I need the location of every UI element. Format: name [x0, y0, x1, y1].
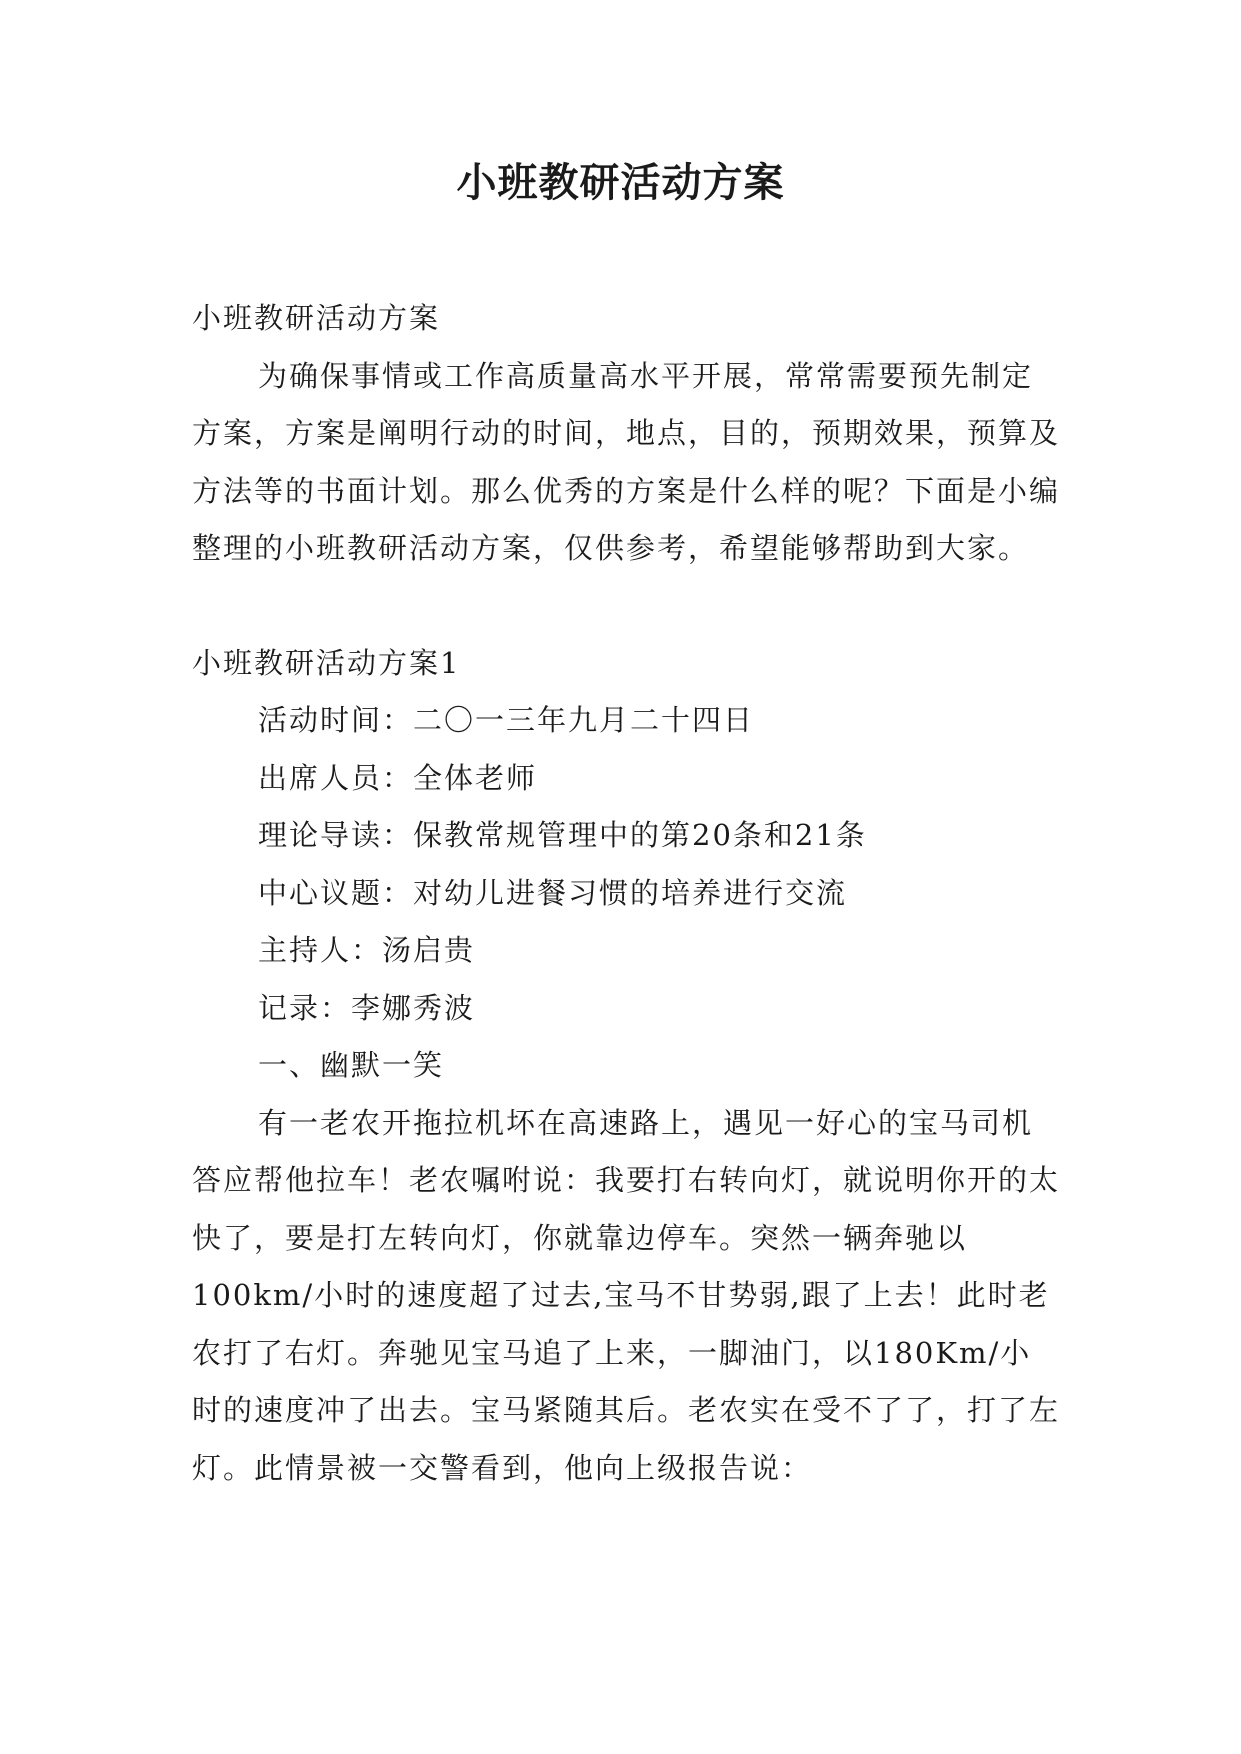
story-paragraph: 有一老农开拖拉机坏在高速路上，遇见一好心的宝马司机答应帮他拉车！老农嘱咐说：我要打右转向灯，就说明你开的太快了，要是打左转向灯，你就靠边停车。突然一辆奔驰以100km/小时的速度超了过去,宝马不甘势弱,跟了上去！此时老农打了右灯。奔驰见宝马追了上来，一脚油门，以180Km/小时的速度冲了出去。宝马紧随其后。老农实在受不了了，打了左灯。此情景被一交警看到，他向上级报告说： [192, 1105, 1061, 1485]
document-title: 小班教研活动方案 [456, 159, 785, 206]
detail-central-topic: 中心议题：对幼儿进餐习惯的培养进行交流 [258, 875, 848, 910]
intro-paragraph: 为确保事情或工作高质量高水平开展，常常需要预先制定方案，方案是阐明行动的时间，地点，目的，预期效果，预算及方法等的书面计划。那么优秀的方案是什么样的呢？下面是小编整理的小班教研活动方案，仅供参考，希望能够帮助到大家。 [192, 358, 1061, 565]
paragraph-spacer [192, 578, 1062, 635]
detail-attendees: 出席人员：全体老师 [258, 760, 538, 795]
detail-activity-time: 活动时间：二〇一三年九月二十四日 [258, 703, 755, 737]
detail-host: 主持人：汤启贵 [258, 933, 476, 967]
detail-recorder: 记录：李娜秀波 [258, 990, 476, 1025]
section-item-humor: 一、幽默一笑 [258, 1048, 445, 1082]
detail-theory-reading: 理论导读：保教常规管理中的第20条和21条 [258, 818, 867, 852]
subtitle: 小班教研活动方案 [192, 301, 441, 335]
document-body [192, 290, 1062, 1497]
section-heading: 小班教研活动方案1 [192, 645, 461, 680]
